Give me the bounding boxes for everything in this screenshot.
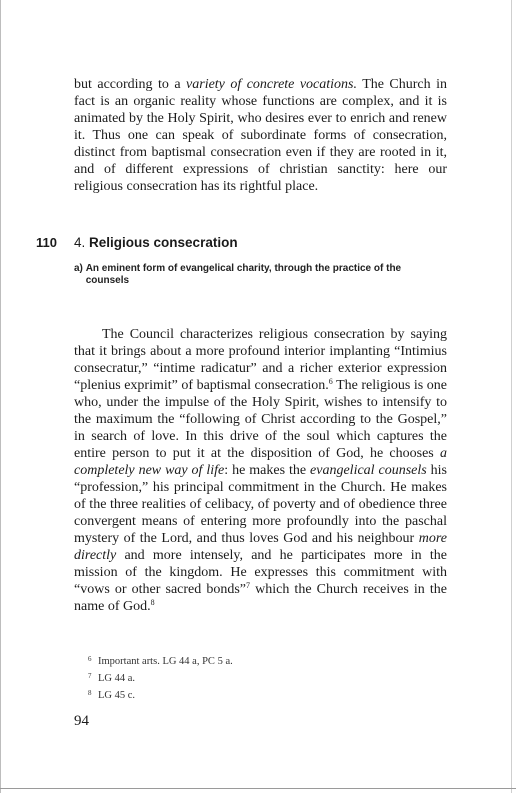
page-edge-right xyxy=(511,0,512,793)
footnote-ref-6[interactable]: 6 xyxy=(328,377,333,386)
footnote-ref-8[interactable]: 8 xyxy=(150,598,155,607)
margin-paragraph-number: 110 xyxy=(36,235,57,250)
footnote-number: 6 xyxy=(88,655,92,663)
footnote-text: Important arts. LG 44 a, PC 5 a. xyxy=(98,656,233,667)
page-edge-left xyxy=(0,0,1,793)
page-number: 94 xyxy=(74,713,89,729)
footnote-item xyxy=(88,669,233,686)
intro-text-1: but according to a xyxy=(74,77,187,92)
intro-paragraph xyxy=(74,76,447,195)
subsection-letter: a) xyxy=(74,263,83,274)
main-emphasis-3: more directly xyxy=(74,531,447,563)
main-paragraph xyxy=(74,326,447,615)
footnote-number: 7 xyxy=(88,672,92,680)
footnote-item xyxy=(88,686,233,703)
main-text-3: : he makes the xyxy=(224,463,311,478)
intro-text-2: The Church in fact is an organic reality whose functions are complex, and it is animated by the Holy Spirit, who desires ever to enrich and renew it. Thus one can speak of subordinate forms of consecration, distinct from baptismal consecration even if they are rooted in it, and of different expressions of christian sanctity: here our religious consecration has its rightful place. xyxy=(74,77,447,194)
footnote-item xyxy=(88,652,233,669)
main-text-5: and more intensely, and he participates more in the mission of the kingdom. He expresses this commitment with “vows or other sacred bonds” xyxy=(74,548,447,597)
section-title: Religious consecration xyxy=(89,235,238,250)
subsection-heading xyxy=(74,263,447,287)
footnote-number: 8 xyxy=(88,689,92,697)
main-text-1: The Council characterizes religious consecration by saying that it brings about a more profound interior implanting “Intimius consecratur,” “intime radicatur” and a richer exterior expression “plenius exprimit” of baptismal consecration. xyxy=(74,327,447,393)
section-number: 4. xyxy=(74,235,86,250)
main-text-2: The religious is one who, under the impulse of the Holy Spirit, wishes to intensify to the maximum the “following of Christ according to the Gospel,” in search of love. In this drive of the soul which captures the entire person to put it at the disposition of God, he chooses xyxy=(74,378,447,461)
footnotes xyxy=(88,652,233,703)
page-edge-bottom xyxy=(0,788,516,789)
intro-emphasis: variety of concrete vocations. xyxy=(186,77,357,92)
footnote-ref-7[interactable]: 7 xyxy=(246,581,251,590)
subsection-title: An eminent form of evangelical charity, through the practice of the counsels xyxy=(85,263,402,286)
section-heading xyxy=(74,234,238,251)
footnote-text: LG 44 a. xyxy=(98,673,136,684)
main-emphasis-2: evangelical counsels xyxy=(310,463,427,478)
main-text-4: his “profession,” his principal commitment in the Church. He makes of the three realities of celibacy, of poverty and of obedience three convergent means of entering more profoundly into the paschal mystery of the Lord, and thus loves God and his neighbour xyxy=(74,463,447,546)
main-text-6: which the Church receives in the name of God. xyxy=(74,582,447,614)
main-emphasis-1: a completely new way of life xyxy=(74,446,447,478)
footnote-text: LG 45 c. xyxy=(98,690,136,701)
